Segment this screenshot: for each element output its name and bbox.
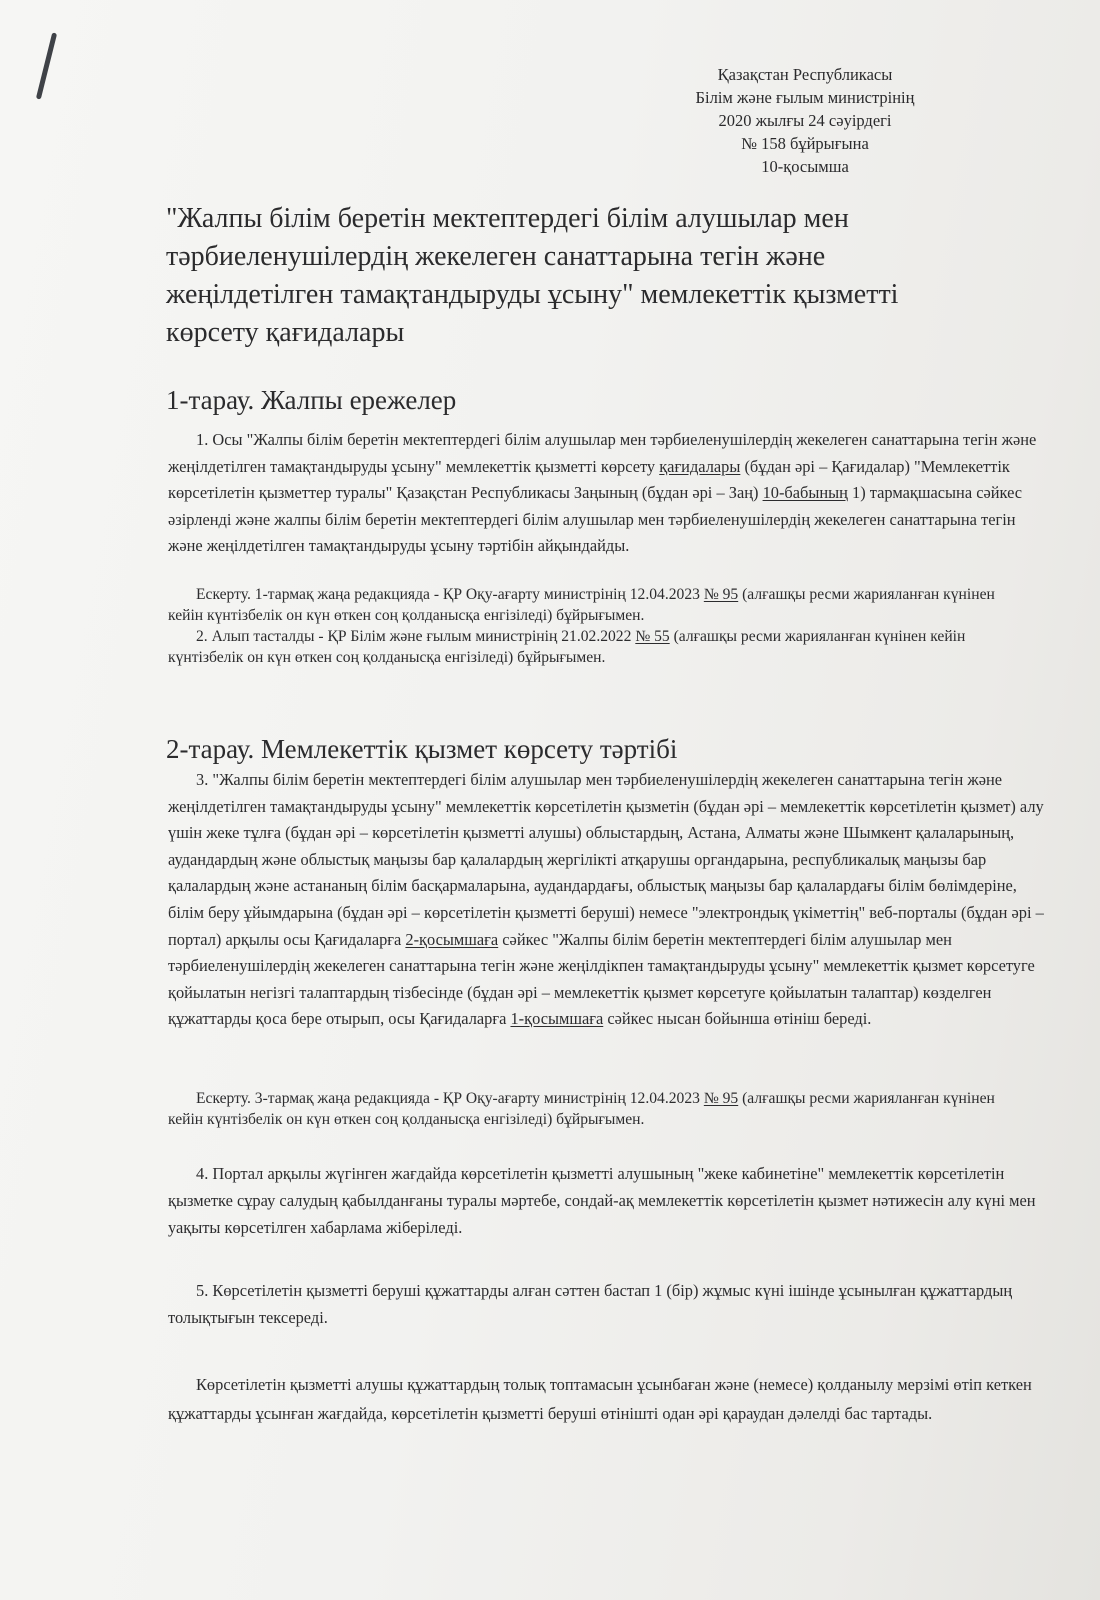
order-95-link[interactable]: № 95 <box>703 586 739 603</box>
note-1 <box>168 584 1028 626</box>
paragraph-4-text: 4. Портал арқылы жүгінген жағдайда көрсетілетін қызметті алушының "жеке кабинетіне" мемлекеттік көрсетілетін қызметке сұрау салудың қабылданғаны туралы мәртебе, сондай-ақ мемлекеттік көрсетілетін қызмет нәтижесін алу күні мен уақыты көрсетілген хабарлама жіберіледі. <box>168 1164 1036 1237</box>
header-line: 2020 жылғы 24 сәуірдегі <box>718 111 892 130</box>
paragraph-1 <box>168 427 1048 560</box>
note-3 <box>168 1088 1028 1130</box>
appendix-1-link[interactable]: 1-қосымшаға <box>510 1009 604 1029</box>
paragraph-3 <box>168 767 1048 1033</box>
note-1-text: Ескерту. 1-тармақ жаңа редакцияда - ҚР Оқу-ағарту министрінің 12.04.2023 <box>196 586 704 603</box>
paragraph-2-text: 2. Алып тасталды - ҚР Білім және ғылым министрінің 21.02.2022 <box>196 628 636 645</box>
paragraph-1-text: 1. Осы "Жалпы білім беретін мектептердегі білім алушылар мен тәрбиеленушілердің жекелеген санаттарына тегін және жеңілдетілген тамақтандыруды ұсыну" мемлекеттік қызметті көрсету <box>168 430 1037 476</box>
paragraph-2 <box>168 626 1028 668</box>
note-3-text: Ескерту. 3-тармақ жаңа редакцияда - ҚР Оқу-ағарту министрінің 12.04.2023 <box>196 1090 704 1107</box>
paragraph-6-text: Көрсетілетін қызметті алушы құжаттардың толық топтамасын ұсынбаған және (немесе) қолданылу мерзімі өтіп кеткен құжаттарды ұсынған жағдайда, көрсетілетін қызметті беруші өтінішті одан әрі қараудан дәлелді бас тартады. <box>168 1375 1032 1423</box>
paragraph-5 <box>168 1277 1058 1331</box>
document-title: "Жалпы білім беретін мектептердегі білім алушылар мен тәрбиеленушілердің жекелеген санаттарына тегін және жеңілдетілген тамақтандыруды ұсыну" мемлекеттік қызметті көрсету қағидалары <box>166 203 899 348</box>
header-line: Білім және ғылым министрінің <box>695 88 915 107</box>
paragraph-4 <box>168 1160 1048 1241</box>
section-heading-1: 1-тарау. Жалпы ережелер <box>166 385 457 415</box>
header-line: № 158 бұйрығына <box>741 134 869 153</box>
pen-mark <box>36 32 57 99</box>
article-10-link[interactable]: 10-бабының <box>762 483 848 502</box>
order-95-link[interactable]: № 95 <box>703 1090 739 1107</box>
paragraph-5-text: 5. Көрсетілетін қызметті беруші құжаттарды алған сәттен бастап 1 (бір) жұмыс күні ішінде ұсынылған құжаттардың толықтығын тексереді. <box>168 1281 1013 1327</box>
appendix-2-link[interactable]: 2-қосымшаға <box>405 929 499 949</box>
rules-link[interactable]: қағидалары <box>659 456 741 476</box>
paragraph-1-text: 1) тармақшасына сәйкес әзірленді және жалпы білім беретін мектептердегі білім алушылар мен тәрбиеленушілердің жекелеген санаттарына тегін және жеңілдетілген тамақтандыруды ұсыну тәртібін айқындайды. <box>168 483 1023 555</box>
order-55-link[interactable]: № 55 <box>635 628 670 645</box>
paragraph-1-text: (бұдан әрі – Қағидалар) "Мемлекеттік көрсетілетін қызметтер туралы" Қазақстан Республикасы Заңының (бұдан әрі – Заң) <box>168 456 1010 502</box>
paragraph-2-text: (алғашқы ресми жарияланған күнінен кейін күнтізбелік он күн өткен соң қолданысқа енгізіледі) бұйрығымен. <box>168 628 966 666</box>
note-3-text: (алғашқы ресми жарияланған күнінен кейін күнтізбелік он күн өткен соң қолданысқа енгізіледі) бұйрығымен. <box>168 1090 995 1128</box>
paragraph-3-text: 3. "Жалпы білім беретін мектептердегі білім алушылар мен тәрбиеленушілердің жекелеген санаттарына тегін және жеңілдетілген тамақтандыруды ұсыну" мемлекеттік көрсетілетін қызметін (бұдан әрі – мемлекеттік көрсетілетін қызмет) алу үшін жеке тұлға (бұдан әрі – көрсетілетін қызметті алушы) облыстардың, Астана, Алматы және Шымкент қалаларының, аудандардың және облыстық маңызы бар қалалардың жергілікті атқарушы органдарына, республикалық маңызы бар қалалардың және астананың білім басқармаларына, аудандардағы, облыстық маңызы бар қалалардағы білім бөлімдеріне, білім беру ұйымдарына (бұдан әрі – көрсетілетін қызметті беруші) немесе "электрондық үкіметтің" веб-порталы (бұдан әрі – портал) арқылы осы Қағидаларға <box>168 770 1044 949</box>
paragraph-3-text: сәйкес нысан бойынша өтініш береді. <box>603 1009 872 1029</box>
note-1-text: (алғашқы ресми жарияланған күнінен кейін күнтізбелік он күн өткен соң қолданысқа енгізіледі) бұйрығымен. <box>168 586 995 624</box>
appendix-header <box>650 63 960 178</box>
header-line: Қазақстан Республикасы <box>717 65 893 84</box>
paragraph-6 <box>168 1370 1048 1428</box>
section-heading-2: 2-тарау. Мемлекеттік қызмет көрсету тәртібі <box>166 734 678 764</box>
header-line: 10-қосымша <box>761 157 849 176</box>
paragraph-3-text: сәйкес "Жалпы білім беретін мектептердегі білім алушылар мен тәрбиеленушілердің жекелеген санаттарына тегін және жеңілдікпен тамақтандыруды ұсыну" мемлекеттік қызмет көрсетуге қойылатын негізгі талаптардың тізбесінде (бұдан әрі – мемлекеттік қызмет көрсетуге қойылатын талаптар) көзделген құжаттарды қоса бере отырып, осы Қағидаларға <box>168 929 1035 1029</box>
